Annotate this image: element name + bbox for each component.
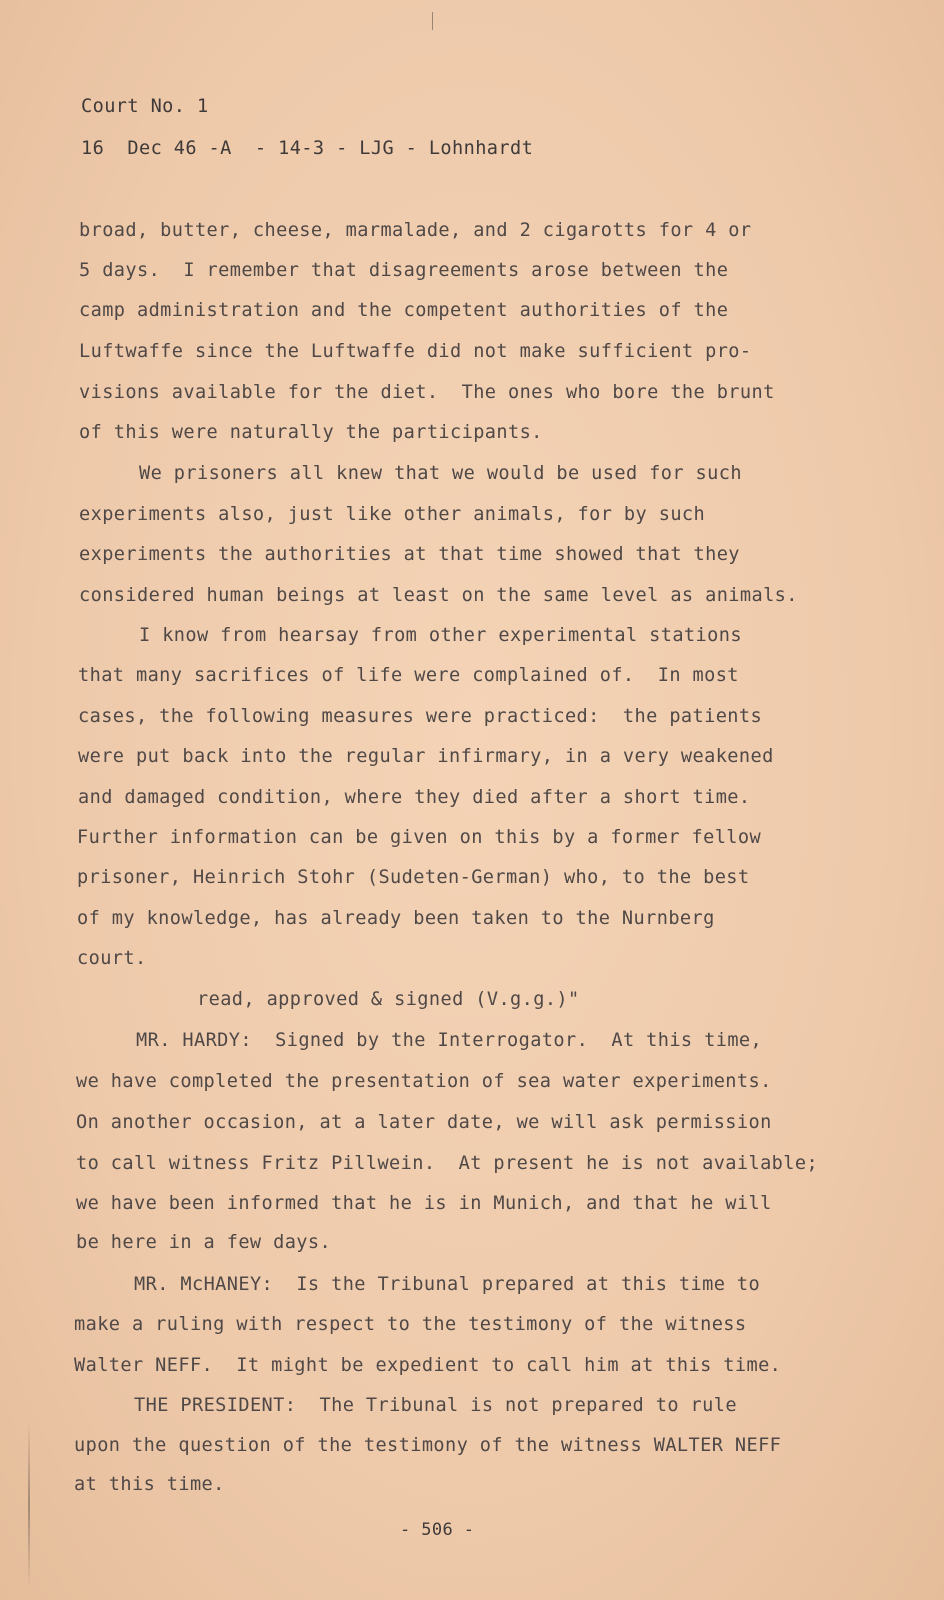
text-line: make a ruling with respect to the testimony of the witness bbox=[74, 1314, 747, 1335]
text-line: MR. HARDY: Signed by the Interrogator. At this time, bbox=[136, 1030, 763, 1051]
text-line: considered human beings at least on the same level as animals. bbox=[79, 585, 798, 606]
text-line: upon the question of the testimony of the witness WALTER NEFF bbox=[74, 1435, 782, 1456]
text-line: visions available for the diet. The ones who bore the brunt bbox=[79, 382, 775, 403]
signature-line: read, approved & signed (V.g.g.)" bbox=[197, 989, 580, 1010]
text-line: MR. McHANEY: Is the Tribunal prepared at this time to bbox=[134, 1274, 761, 1295]
text-line: that many sacrifices of life were complained of. In most bbox=[78, 665, 739, 686]
margin-mark bbox=[28, 1420, 30, 1590]
text-line: On another occasion, at a later date, we will ask permission bbox=[76, 1112, 772, 1133]
text-line: court. bbox=[77, 948, 147, 969]
text-line: Luftwaffe since the Luftwaffe did not make sufficient pro- bbox=[79, 341, 752, 362]
text-line: camp administration and the competent authorities of the bbox=[79, 300, 729, 321]
text-line: 5 days. I remember that disagreements arose between the bbox=[79, 260, 729, 281]
text-line: to call witness Fritz Pillwein. At present he is not available; bbox=[76, 1153, 819, 1174]
text-line: we have been informed that he is in Munich, and that he will bbox=[76, 1193, 772, 1214]
text-line: be here in a few days. bbox=[76, 1232, 332, 1253]
text-line: we have completed the presentation of sea water experiments. bbox=[76, 1071, 772, 1092]
text-line: broad, butter, cheese, marmalade, and 2 cigarotts for 4 or bbox=[79, 220, 752, 241]
page-number: - 506 - bbox=[400, 1520, 475, 1540]
text-line: of this were naturally the participants. bbox=[79, 422, 543, 443]
text-line: at this time. bbox=[74, 1474, 225, 1495]
text-line: THE PRESIDENT: The Tribunal is not prepared to rule bbox=[134, 1395, 737, 1416]
court-number: Court No. 1 bbox=[81, 96, 209, 117]
text-line: cases, the following measures were practiced: the patients bbox=[78, 706, 763, 727]
text-line: of my knowledge, has already been taken to the Nurnberg bbox=[77, 908, 715, 929]
session-reference: 16 Dec 46 -A - 14-3 - LJG - Lohnhardt bbox=[81, 138, 534, 159]
text-line: We prisoners all knew that we would be used for such bbox=[139, 463, 742, 484]
paper-mark bbox=[432, 12, 433, 30]
text-line: Walter NEFF. It might be expedient to call him at this time. bbox=[74, 1355, 782, 1376]
text-line: and damaged condition, where they died after a short time. bbox=[78, 787, 751, 808]
text-line: experiments the authorities at that time showed that they bbox=[79, 544, 740, 565]
text-line: I know from hearsay from other experimental stations bbox=[139, 625, 742, 646]
text-line: Further information can be given on this by a former fellow bbox=[77, 827, 762, 848]
text-line: were put back into the regular infirmary, in a very weakened bbox=[78, 746, 774, 767]
text-line: prisoner, Heinrich Stohr (Sudeten-German) who, to the best bbox=[77, 867, 750, 888]
text-line: experiments also, just like other animals, for by such bbox=[79, 504, 706, 525]
